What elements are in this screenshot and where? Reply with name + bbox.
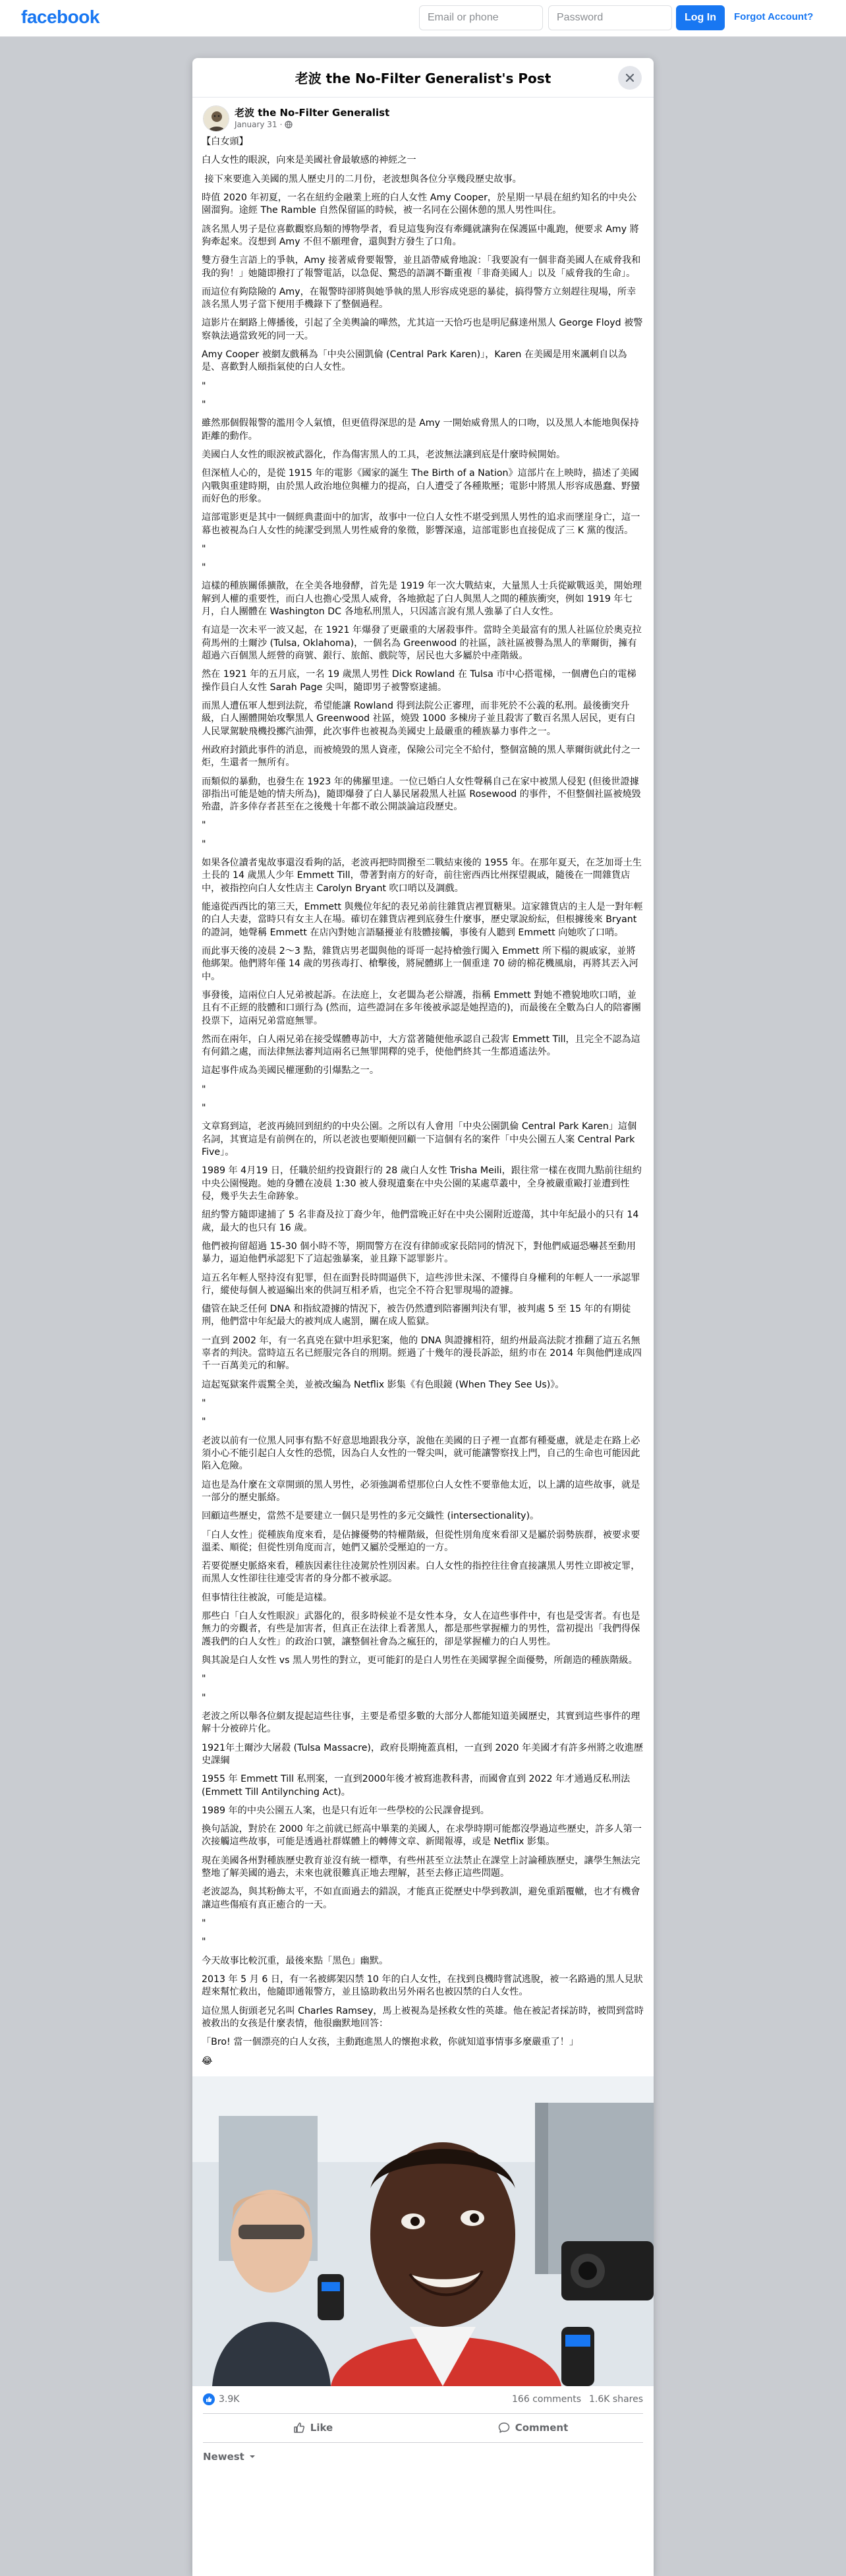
post-paragraph: 1955 年 Emmett Till 私刑案，一直到2000年後才被寫進教科書，而國會直到 2022 年才通過反私刑法 (Emmett Till Antilynching Act)。 [202, 1774, 633, 1798]
post-text [192, 136, 654, 2070]
post-paragraph: Amy Cooper 被網友戲稱為「中央公園凱倫 (Central Park Karen)」，Karen 在美國是用來諷刺自以為是、喜歡對人頤指氣使的白人女性。 [202, 349, 627, 373]
post-paragraph: 然而在兩年，白人兩兄弟在接受媒體專訪中，大方當著隨便他承認自己殺害 Emmett Till，且完全不認為這有何錯之處，而法律無法審判這兩名已無罪開釋的兇手，使他們終其一生都逍遙法外。 [202, 1034, 640, 1058]
reactions-count[interactable]: 3.9K [219, 2394, 240, 2405]
shares-count[interactable]: 1.6K shares [589, 2393, 643, 2405]
post-paragraph: 他們被拘留超過 15-30 個小時不等，期間警方在沒有律師或家長陪同的情況下，對他們威逼恐嚇甚至動用暴力，逼迫他們承認犯下了這起強暴案，並且錄下認罪影片。 [202, 1241, 636, 1265]
post-paragraph: 這起事件成為美國民權運動的引爆點之一。 [202, 1065, 379, 1076]
post-paragraph: 這影片在網路上傳播後，引起了全美輿論的嘩然，尤其這一天恰巧也是明尼蘇達州黑人 George Floyd 被警察執法過當致死的同一天。 [202, 318, 643, 341]
post-paragraph: " [202, 1398, 206, 1409]
comment-button[interactable] [423, 2416, 643, 2440]
like-icon [203, 2393, 215, 2405]
post-paragraph: 事發後，這兩位白人兄弟被起訴。在法庭上，女老闆為老公辯護，指稱 Emmett 對她不禮貌地吹口哨，並且有不正經的肢體和口頭行為 (然而，這些證詞在多年後被承認是她捏造的)，而最後在全數為白人的陪審團投票下，這兩兄弟當庭無罪。 [202, 989, 641, 1026]
post-paragraph: 這起冤獄案件震驚全美，並被改編為 Netflix 影集《有色眼鏡 (When They See Us)》。 [202, 1379, 565, 1390]
post-paragraph: 州政府封鎖此事件的消息，而被燒毀的黑人資產，保險公司完全不給付，整個富饒的黑人華爾街就此付之一炬，生還者一無所有。 [202, 744, 640, 769]
post-paragraph: " [202, 1084, 206, 1095]
post-paragraph: 這部電影更是其中一個經典畫面中的加害，故事中一位白人女性不堪受到黑人男性的追求而墜崖身亡，這一幕也被視為白人女性的純潔受到黑人男性威脅的象徵，影響深遠，這部電影也直接促成了三 K 黨的復活。 [202, 512, 640, 536]
like-icon [293, 2422, 305, 2434]
facebook-logo[interactable]: facebook [21, 7, 99, 27]
sort-label: Newest [203, 2450, 244, 2463]
post-paragraph: 「Bro! 當一個漂亮的白人女孩，主動跑進黑人的懷抱求救，你就知道事情事多麼嚴重了！」 [202, 2037, 578, 2048]
post-paragraph: 雖然那個假報警的濫用令人氣憤，但更值得深思的是 Amy 一開始威脅黑人的口吻，以及黑人本能地與保持距離的動作。 [202, 418, 639, 442]
post-paragraph: 2013 年 5 月 6 日，有一名被綁架囚禁 10 年的白人女性，在找到良機時嘗試逃脫，被一名路過的黑人見狀趕來幫忙救出，他隨即通報警方，並且協助救出另外兩名也被囚禁的白人女性。 [202, 1974, 643, 1998]
post-paragraph: 老波以前有一位黑人同事有點不好意思地跟我分享，說他在美國的日子裡一直都有種憂慮，就是走在路上必須小心不能引起白人女性的恐慌，因為白人女性的一聲尖叫，就可能讓警察找上門，自己的生命也可能因此陷入危險。 [202, 1435, 640, 1472]
post-date[interactable]: January 31 [235, 120, 277, 129]
post-paragraph: 紐約警方隨即逮捕了 5 名非裔及拉丁裔少年，他們當晚正好在中央公園附近遊蕩，其中年紀最小的只有 14 歲，最大的也只有 16 歲。 [202, 1210, 642, 1233]
post-paragraph: 那些白「白人女性眼淚」武器化的，很多時候並不是女性本身，女人在這些事件中，有也是受害者。有也是無力的旁觀者，有些是加害者，但真正在法律上看著黑人，都是那些掌握權力的男性，當初提出「我們得保護我們的白人女性」的政治口號，讓整個社會為之瘋狂的，卻是掌握權力的白人男性。 [202, 1611, 640, 1647]
login-button[interactable]: Log In [676, 5, 725, 30]
comment-sort-dropdown[interactable] [203, 2451, 643, 2463]
comment-label: Comment [515, 2422, 569, 2434]
chevron-down-icon [248, 2453, 256, 2461]
globe-icon [285, 121, 293, 129]
post-paragraph: 若要從歷史脈絡來看，種族因素往往凌駕於性別因素。白人女性的指控往往會直接讓黑人男性立即被定罪，而黑人女性卻往往連受害者的身分都不被承認。 [202, 1561, 640, 1585]
post-paragraph: " [202, 1937, 206, 1948]
post-paragraph: " [202, 1417, 206, 1428]
dialog-header [192, 58, 654, 98]
post-paragraph: 這位黑人街頭老兄名叫 Charles Ramsey，馬上被視為是拯救女性的英雄。他在被記者採訪時，被問到當時被救出的女孩是什麼表情，他很幽默地回答： [202, 2005, 644, 2029]
post-paragraph: " [202, 380, 206, 392]
post-author[interactable]: 老波 the No-Filter Generalist [235, 107, 390, 119]
post-paragraph: " [202, 562, 206, 573]
comments-count[interactable]: 166 comments [512, 2393, 581, 2405]
post-photo[interactable] [192, 2076, 654, 2386]
post-paragraph: " [202, 1692, 206, 1703]
meta-separator: · [279, 120, 283, 129]
comment-icon [498, 2422, 510, 2434]
post-paragraph: 然在 1921 年的五月底，一名 19 歲黑人男性 Dick Rowland 在 Tulsa 市中心搭電梯，一個膚色白的電梯操作員白人女性 Sarah Page 尖叫，隨即男子被警察逮捕。 [202, 669, 636, 693]
post-paragraph: 文章寫到這，老波再繞回到紐約的中央公園。之所以有人會用「中央公園凱倫 Central Park Karen」這個名詞，其實這是有前例在的，所以老波也要順便回顧一下這個有名的案件「中央公園五人案 Central Park Five」。 [202, 1121, 638, 1157]
forgot-account-link[interactable]: Forgot Account? [734, 11, 814, 22]
post-paragraph: 白人女性的眼淚，向來是美國社會最敏感的神經之一 [202, 155, 416, 166]
post-paragraph: 接下來要進入美國的黑人歷史月的二月份，老波想與各位分享幾段歷史故事。 [202, 173, 522, 185]
post-paragraph: 「白人女性」從種族角度來看，是佔據優勢的特權階級，但從性別角度來看卻又是屬於弱勢族群，被要求要溫柔、順從；但從性別角度而言，她們又屬於受壓迫的一方。 [202, 1529, 640, 1553]
post-paragraph: " [202, 1674, 206, 1685]
post-paragraph: 這樣的種族關係擴散，在全美各地發酵，首先是 1919 年一次大戰結束，大量黑人士兵從歐戰返美，開始理解到人權的重要性，而白人也擔心受黑人威脅，各地掀起了白人與黑人之間的種族衝突，例如 1919 年七月，白人團體在 Washington DC 各地私刑黑人，只因謠言說有黑人強暴了白人女性。 [202, 581, 642, 618]
post-paragraph: " [202, 543, 206, 554]
post-paragraph: 這五名年輕人堅持沒有犯罪，但在面對長時間逼供下，這些涉世未深、不懂得自身權利的年輕人一一承認罪行，縱使每個人被逼編出來的供詞互相矛盾，也完全不符合犯罪現場的證據。 [202, 1272, 640, 1296]
post-paragraph: 老波認為，與其粉飾太平，不如直面過去的錯誤，才能真正從歷史中學到教訓，避免重蹈覆轍，也才有機會讓這些傷痕有真正癒合的一天。 [202, 1887, 640, 1910]
post-paragraph: 儘管在缺乏任何 DNA 和指紋證據的情況下，被告仍然遭到陪審團判決有罪，被判處 5 至 15 年的有期徒刑，他們當中年紀最大的被判成人處罰，關在成人監獄。 [202, 1304, 631, 1328]
post-paragraph: 但事情往往被說，可能是這樣。 [202, 1592, 333, 1603]
post-paragraph: 換句話說，對於在 2000 年之前就已經高中畢業的美國人，在求學時期可能都沒學過這些歷史，許多人第一次接觸這些故事，可能是透過社群媒體上的轉傳文章、新聞報導，或是 Netflix 影集。 [202, 1824, 642, 1848]
avatar-image [204, 106, 229, 132]
post-paragraph: 【白女頭】 [202, 136, 248, 147]
email-field[interactable] [419, 5, 543, 30]
post-paragraph: 1989 年 4月19 日，任職於紐約投資銀行的 28 歲白人女性 Trisha Meili，跟往常一樣在夜間九點前往紐約中央公園慢跑。她的身體在凌晨 1:30 被人發現遺棄在中央公園的某處草叢中，全身被嚴重毆打並遭到性侵，幾乎失去生命跡象。 [202, 1165, 642, 1202]
post-paragraph: 而此事天後的凌晨 2～3 點，雜貨店男老闆與他的哥哥一起持槍強行闖入 Emmett 所下榻的親戚家，並將他綁架。他們將年僅 14 歲的男孩毒打、槍擊後，將屍體綁上一個重達 70 磅的棉花機風扇，再將其丟入河中。 [202, 945, 638, 982]
close-icon [625, 73, 635, 83]
post-paragraph: 有這是一次未平一波又起，在 1921 年爆發了更嚴重的大屠殺事件。當時全美最富有的黑人社區位於奧克拉荷馬州的土爾沙 (Tulsa, Oklahoma)，一個名為 Greenwood 的社區，該社區被譽為黑人的華爾街，擁有超過六百個黑人經營的商號、銀行、旅館、戲院等，居民也大多屬於中產階級。 [202, 625, 642, 661]
post-paragraph: 該名黑人男子是位喜歡觀察鳥類的博物學者，看見這隻狗沒有牽繩就讓狗在保護區中亂跑，便要求 Amy 將狗牽起來。沒想到 Amy 不但不願理會，還與對方發生了口角。 [202, 223, 639, 247]
post-paragraph: 1989 年的中央公園五人案，也是只有近年一些學校的公民課會提到。 [202, 1805, 490, 1816]
post-paragraph: " [202, 399, 206, 410]
post-paragraph: " [202, 1918, 206, 1929]
like-button[interactable] [203, 2416, 423, 2440]
post-paragraph: 而黑人遭伍軍人想到法院，希望能讓 Rowland 得到法院公正審理，而非死於不公義的私刑。最後衝突升級，白人團體開始攻擊黑人 Greenwood 社區，燒毀 1000 多棟房子並且殺害了數百名黑人居民，更有白人民眾駕駛飛機投擲汽油彈，此次事件也被視為美國史上最嚴重的種族暴力事件之一。 [202, 700, 636, 737]
post-paragraph: 能遠從西西比的第三天，Emmett 與幾位年紀的表兄弟前往雜貨店裡買糖果。這家雜貨店的主人是一對年輕的白人夫妻，當時只有女主人在場。確切在雜貨店裡到底發生什麼事，歷史眾說紛紜，但根據後來 Bryant 的證詞，她聲稱 Emmett 在店內對她言語騷擾並有肢體接觸，事後有人聽到 Emmett 向她吹了口哨。 [202, 902, 643, 938]
post-paragraph: " [202, 838, 206, 850]
top-navigation-bar [0, 0, 846, 37]
post-meta [235, 120, 293, 129]
post-paragraph: 美國白人女性的眼淚被武器化，作為傷害黑人的工具，老波無法讓到底是什麼時候開始。 [202, 449, 566, 460]
close-button[interactable] [618, 66, 642, 90]
post-paragraph: 如果各位讀者鬼故事還沒看夠的話，老波再把時間撥至二戰結束後的 1955 年。在那年夏天，在芝加哥土生土長的 14 歲黑人少年 Emmett Till，帶著對南方的好奇，前往密西西比州探望親戚，隨後在一間雜貨店中，被指控向白人女性店主 Carolyn Bryant 吹口哨以及調戲。 [202, 858, 642, 894]
post-actions [203, 2414, 643, 2443]
post-paragraph: 老波之所以舉各位網友提起這些往事，主要是希望多數的大部分人都能知道美國歷史，其實到這些事件的理解十分被碎片化。 [202, 1711, 640, 1735]
photo-image [192, 2076, 654, 2386]
post-paragraph: 回顧這些歷史，當然不是要建立一個只是男性的多元交織性 (intersectionality)。 [202, 1511, 540, 1522]
post-dialog [192, 58, 654, 2576]
post-paragraph: 雙方發生言語上的爭執，Amy 接著威脅要報警，並且語帶威脅地說：「我要說有一個非裔美國人在威脅我和我的狗！」她隨即撥打了報警電話，以急促、驚恐的語調不斷重複「非裔美國人」以及「威脅我的生命」。 [202, 255, 641, 279]
post-paragraph: 與其說是白人女性 vs 黑人男性的對立，更可能釘的是白人男性在美國掌握全面優勢，所創造的種族階級。 [202, 1655, 638, 1666]
post-paragraph: 這也是為什麼在文章開頭的黑人男性，必須強調希望那位白人女性不要靠他太近，以上講的這些故事，就是一部分的歷史脈絡。 [202, 1479, 640, 1503]
stats-right [512, 2394, 643, 2405]
post-paragraph: " [202, 1103, 206, 1114]
like-label: Like [310, 2422, 333, 2434]
laughing-emoji: 😂 [202, 2055, 213, 2066]
post-paragraph: 時值 2020 年初夏，一名在紐約金融業上班的白人女性 Amy Cooper，於星期一早晨在紐約知名的中央公園溜狗。途經 The Ramble 自然保留區的時候，被一名同在公園休憩的黑人男性叫住。 [202, 192, 637, 216]
post-paragraph: 而這位有夠陰險的 Amy，在報警時卻將與她爭執的黑人形容成兇惡的暴徒，搞得警方立刻趕往現場，所幸該名黑人男子當下便用手機錄下了整個過程。 [202, 286, 636, 310]
post-paragraph: " [202, 820, 206, 831]
post-paragraph: 現在美國各州對種族歷史教育並沒有統一標準，有些州甚至立法禁止在課堂上討論種族歷史，讓學生無法完整地了解美國的過去，未來也就很難真正地去理解，甚至去修正這些問題。 [202, 1855, 640, 1879]
post-paragraph: 而類似的暴動，也發生在 1923 年的佛羅里達。一位已婚白人女性聲稱自己在家中被黑人侵犯 (但後世證據卻指出可能是她的情夫所為)，隨即爆發了白人暴民屠殺黑人社區 Rosewood 的事件，不但整個社區被燒毀殆盡，許多倖存者甚至在之後幾十年都不敢公開談論這段歷史。 [202, 776, 641, 813]
post-paragraph: 但深植人心的，是從 1915 年的電影《國家的誕生 The Birth of a Nation》這部片在上映時，描述了美國內戰與重建時期，由於黑人政治地位與權力的提高，白人遭受了各種欺壓；電影中將黑人形容成愚蠢、野蠻而好色的形象。 [202, 468, 640, 504]
post-paragraph: 一直到 2002 年，有一名真兇在獄中坦承犯案，他的 DNA 與證據相符，紐約州最高法院才推翻了這五名無辜者的判決。當時這五名已經服完各自的刑期。經過了十幾年的漫長訴訟，紐約市在 2014 年與他們達成四千一百萬美元的和解。 [202, 1335, 642, 1372]
post-stats [203, 2386, 643, 2414]
post-paragraph: 今天故事比較沉重，最後來點「黑色」幽默。 [202, 1955, 389, 1966]
post-paragraph: 1921年土爾沙大屠殺 (Tulsa Massacre)，政府長期掩蓋真相，一直到 2020 年美國才有許多州將之收進歷史課綱 [202, 1742, 644, 1766]
dialog-title: 老波 the No-Filter Generalist's Post [295, 71, 551, 86]
avatar[interactable] [203, 105, 229, 132]
post-header [192, 98, 654, 136]
reactions-summary[interactable] [203, 2393, 239, 2405]
password-field[interactable] [548, 5, 672, 30]
